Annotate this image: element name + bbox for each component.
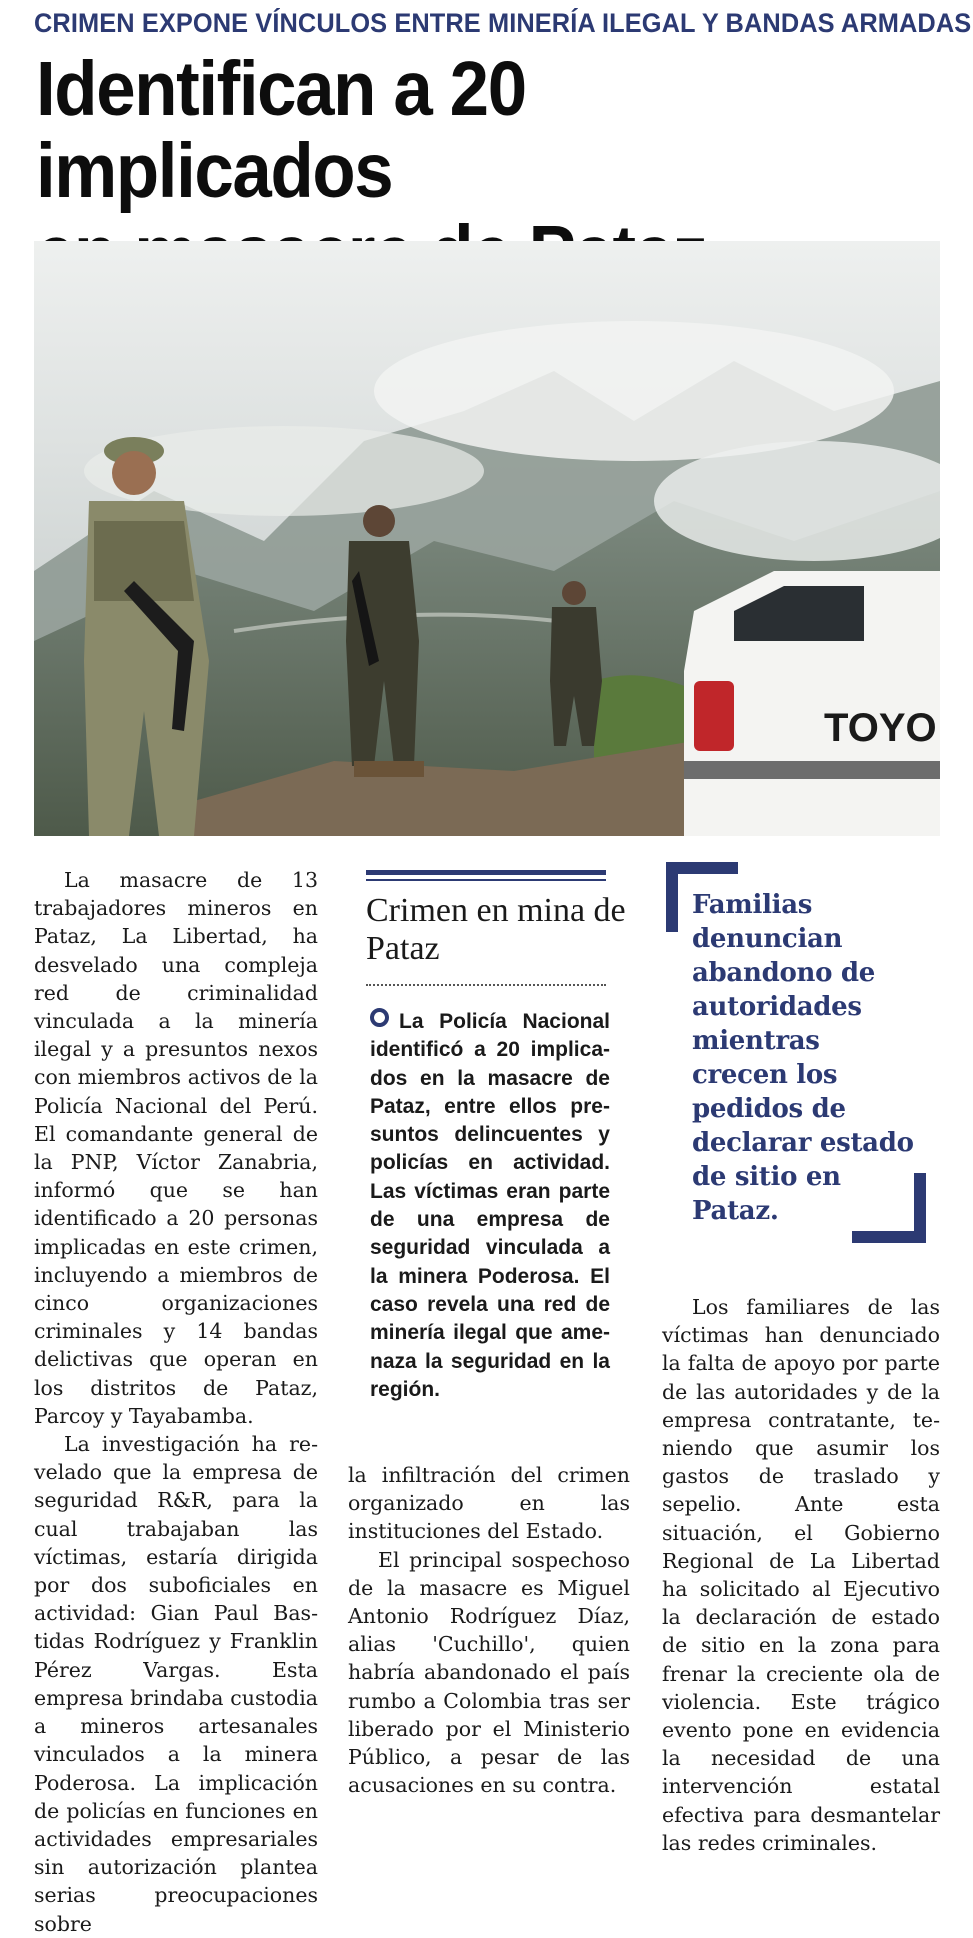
- column-3-paragraph-1: Los familiares de las víctimas han denunciado la falta de apoyo por parte de las autoridades y de la empresa contratante, teniendo que asumir los gastos de traslado y sepelio. Ante esta situación, el Gobierno Regional de La Libertad ha solicitado al Ejecutivo la declaración de estado de sitio en la zona para frenar la creciente ola de violencia. Este trágico evento pone en evidencia la necesidad de una intervención estatal efectiva para desmantelar las redes criminales.: [662, 1295, 940, 1855]
- sidebar-summary-text: La Policía Nacional identificó a 20 implicados en la masacre de Pataz, entre ellos presuntos delincuentes y policías en actividad. Las víctimas eran parte de una empresa de seguridad vinculada a la minera Poderosa. El caso revela una red de minería ilegal que amenaza la seguridad en la región.: [370, 1010, 610, 1401]
- pickup-truck: [684, 571, 940, 836]
- sidebar-rule-thin: [366, 879, 606, 881]
- column-1-paragraph-2: La investigación ha revelado que la empresa de seguridad R&R, para la cual trabajaban las víctimas, estaría dirigida por dos suboficiales en actividad: Gian Paul Bastidas Rodríguez y Franklin Pérez Vargas. Esta empresa brindaba custodia a mineros artesanales vinculados a la minera Poderosa. La implicación de policías en funciones en actividades empresariales sin autorización plantea serias preocupaciones sobre: [34, 1432, 318, 1936]
- sidebar-rule-thick: [366, 870, 606, 875]
- article-photo: [34, 241, 940, 836]
- truck-brand-text: TOYO: [824, 706, 937, 750]
- quote-bracket-top-left-vertical: [666, 862, 678, 932]
- bullet-icon: [370, 1008, 389, 1027]
- quote-bracket-bottom-right-vertical: [914, 1173, 926, 1243]
- sidebar-summary: [370, 1008, 610, 1404]
- article-column-2: [348, 1461, 630, 1799]
- pull-quote: Familias denuncian abandono de autoridades mientras crecen los pedidos de declarar estado de sitio en Pataz.: [692, 890, 914, 1226]
- sidebar-dotted-divider: [366, 984, 606, 986]
- article-column-1: [34, 866, 318, 1938]
- article-column-3: [662, 1293, 940, 1857]
- headline-line-1: Identifican a 20 implicados: [36, 46, 526, 214]
- column-2-paragraph-2: El principal sospechoso de la masacre es Miguel Antonio Rodríguez Díaz, alias 'Cuchillo', quien habría abandonado el país rumbo a Colombia tras ser liberado por el Ministerio Público, a pesar de las acusaciones en su contra.: [348, 1547, 630, 1798]
- column-1-paragraph-1: La masacre de 13 trabajadores mineros en Pataz, La Libertad, ha desvelado una compleja red de criminalidad vinculada a la minería ilegal y a presuntos nexos con miembros activos de la Policía Nacional del Perú. El comandante general de la PNP, Víctor Zanabria, informó que se han identificado a 20 personas implicadas en este crimen, incluyendo a miembros de cinco organizaciones criminales y 14 bandas delictivas que operan en los distritos de Pataz, Parcoy y Tayabamba.: [34, 868, 318, 1428]
- article-kicker: CRIMEN EXPONE VÍNCULOS ENTRE MINERÍA ILEGAL Y BANDAS ARMADAS: [34, 8, 972, 38]
- column-2-paragraph-1: la infiltración del crimen organizado en las instituciones del Estado.: [348, 1463, 630, 1544]
- sidebar-title: Crimen en mina de Pataz: [366, 892, 626, 967]
- photo-illustration: [34, 241, 940, 836]
